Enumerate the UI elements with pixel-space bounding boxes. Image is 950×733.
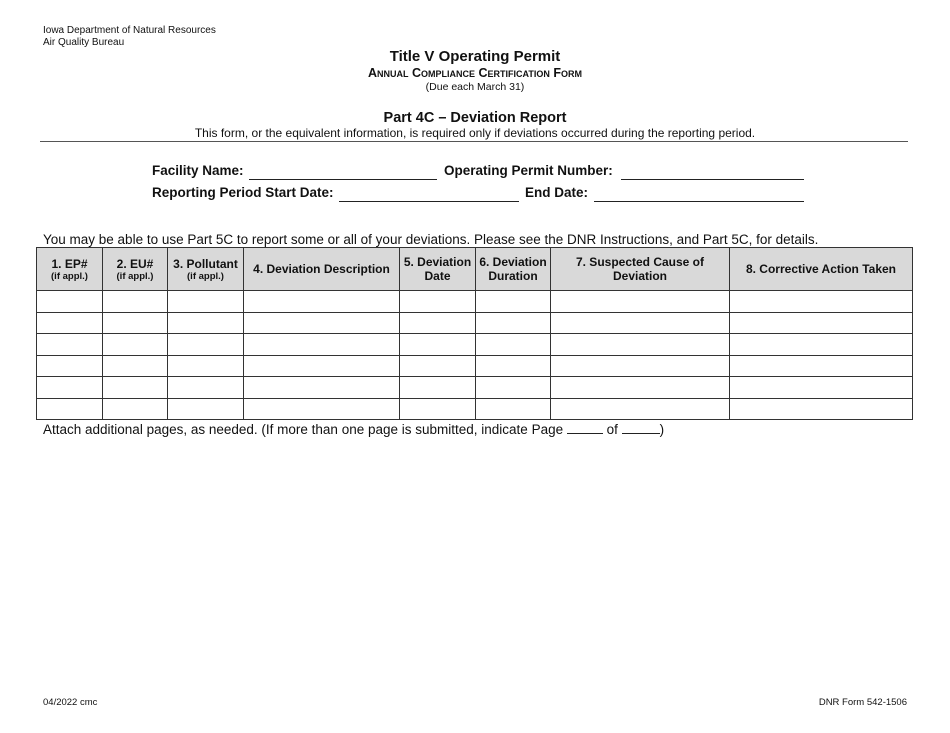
table-cell[interactable]	[244, 377, 400, 399]
table-row	[37, 312, 913, 334]
table-cell[interactable]	[476, 398, 551, 420]
col-header-label: 5. Deviation Date	[403, 255, 472, 283]
table-cell[interactable]	[37, 355, 103, 377]
col-header-duration	[476, 248, 551, 291]
table-cell[interactable]	[37, 334, 103, 356]
col-header-pollutant	[168, 248, 244, 291]
attach-close-paren: )	[659, 422, 665, 437]
table-row	[37, 377, 913, 399]
col-header-sub: (if appl.)	[187, 270, 224, 282]
table-cell[interactable]	[400, 398, 476, 420]
col-header-label: 6. Deviation Duration	[479, 255, 547, 283]
deviation-table	[36, 247, 913, 420]
table-cell[interactable]	[551, 312, 730, 334]
agency-block	[43, 25, 216, 49]
table-cell[interactable]	[476, 291, 551, 313]
table-cell[interactable]	[37, 398, 103, 420]
col-header-label: 1. EP#	[51, 256, 88, 271]
col-header-date	[400, 248, 476, 291]
table-cell[interactable]	[168, 377, 244, 399]
table-cell[interactable]	[551, 377, 730, 399]
table-cell[interactable]	[730, 334, 913, 356]
page-number-field[interactable]	[567, 421, 603, 434]
col-header-label: 7. Suspected Cause of Deviation	[575, 255, 705, 283]
col-header-sub: (if appl.)	[116, 270, 154, 282]
table-cell[interactable]	[551, 291, 730, 313]
part5c-note: You may be able to use Part 5C to report some or all of your deviations. Please see the DNR Instructions, and Part 5C, for details.	[43, 232, 819, 247]
table-row	[37, 355, 913, 377]
table-cell[interactable]	[103, 355, 168, 377]
table-cell[interactable]	[476, 312, 551, 334]
col-header-sub: (if appl.)	[51, 270, 88, 282]
divider	[40, 141, 908, 142]
col-header-eu	[103, 248, 168, 291]
table-cell[interactable]	[400, 334, 476, 356]
table-cell[interactable]	[400, 291, 476, 313]
table-cell[interactable]	[103, 312, 168, 334]
facility-name-field[interactable]	[249, 164, 437, 180]
table-cell[interactable]	[168, 291, 244, 313]
page-total-field[interactable]	[622, 421, 660, 434]
table-cell[interactable]	[37, 377, 103, 399]
end-date-label: End Date:	[525, 185, 589, 200]
table-cell[interactable]	[400, 355, 476, 377]
form-number: DNR Form 542-1506	[818, 697, 907, 708]
title-block	[0, 47, 950, 94]
bureau-name: Air Quality Bureau	[43, 37, 125, 48]
facility-name-label: Facility Name:	[152, 163, 244, 178]
table-cell[interactable]	[37, 312, 103, 334]
table-cell[interactable]	[244, 334, 400, 356]
table-row	[37, 334, 913, 356]
permit-number-field[interactable]	[621, 164, 804, 180]
table-cell[interactable]	[244, 312, 400, 334]
table-cell[interactable]	[244, 355, 400, 377]
table-cell[interactable]	[400, 377, 476, 399]
table-cell[interactable]	[103, 398, 168, 420]
form-subtitle: Annual Compliance Certification Form	[368, 66, 582, 80]
part-note: This form, or the equivalent information, is required only if deviations occurred during the reporting period.	[194, 126, 756, 140]
col-header-label: 3. Pollutant	[173, 256, 238, 271]
attach-of-text: of	[606, 422, 618, 437]
table-header-row	[37, 248, 913, 291]
table-cell[interactable]	[168, 312, 244, 334]
table-cell[interactable]	[476, 355, 551, 377]
part-title: Part 4C – Deviation Report	[383, 110, 567, 126]
col-header-label: 4. Deviation Description	[253, 262, 390, 276]
deviation-table-wrap	[36, 247, 912, 420]
col-header-ep	[37, 248, 103, 291]
table-cell[interactable]	[400, 312, 476, 334]
table-cell[interactable]	[730, 312, 913, 334]
due-date-note: (Due each March 31)	[425, 81, 525, 93]
table-cell[interactable]	[476, 377, 551, 399]
col-header-cause	[551, 248, 730, 291]
table-cell[interactable]	[730, 377, 913, 399]
table-cell[interactable]	[551, 355, 730, 377]
table-cell[interactable]	[37, 291, 103, 313]
attach-pages-text: Attach additional pages, as needed. (If more than one page is submitted, indicate Page	[43, 422, 564, 437]
table-cell[interactable]	[730, 355, 913, 377]
table-cell[interactable]	[551, 398, 730, 420]
revision-date: 04/2022 cmc	[43, 697, 98, 708]
table-cell[interactable]	[244, 398, 400, 420]
end-date-field[interactable]	[594, 186, 804, 202]
table-cell[interactable]	[168, 355, 244, 377]
table-cell[interactable]	[103, 377, 168, 399]
table-row	[37, 291, 913, 313]
permit-number-label: Operating Permit Number:	[444, 163, 613, 178]
table-cell[interactable]	[103, 334, 168, 356]
start-date-field[interactable]	[339, 186, 519, 202]
table-cell[interactable]	[730, 291, 913, 313]
table-cell[interactable]	[730, 398, 913, 420]
col-header-description	[244, 248, 400, 291]
form-title: Title V Operating Permit	[389, 48, 561, 65]
table-cell[interactable]	[244, 291, 400, 313]
table-cell[interactable]	[476, 334, 551, 356]
table-row	[37, 398, 913, 420]
start-date-label: Reporting Period Start Date:	[152, 185, 334, 200]
col-header-label: 2. EU#	[116, 256, 154, 271]
col-header-corrective-action	[730, 248, 913, 291]
table-cell[interactable]	[103, 291, 168, 313]
col-header-label: 8. Corrective Action Taken	[745, 262, 897, 276]
attach-pages-note	[43, 421, 664, 438]
table-cell[interactable]	[551, 334, 730, 356]
table-cell[interactable]	[168, 334, 244, 356]
agency-name: Iowa Department of Natural Resources	[43, 25, 216, 36]
table-cell[interactable]	[168, 398, 244, 420]
